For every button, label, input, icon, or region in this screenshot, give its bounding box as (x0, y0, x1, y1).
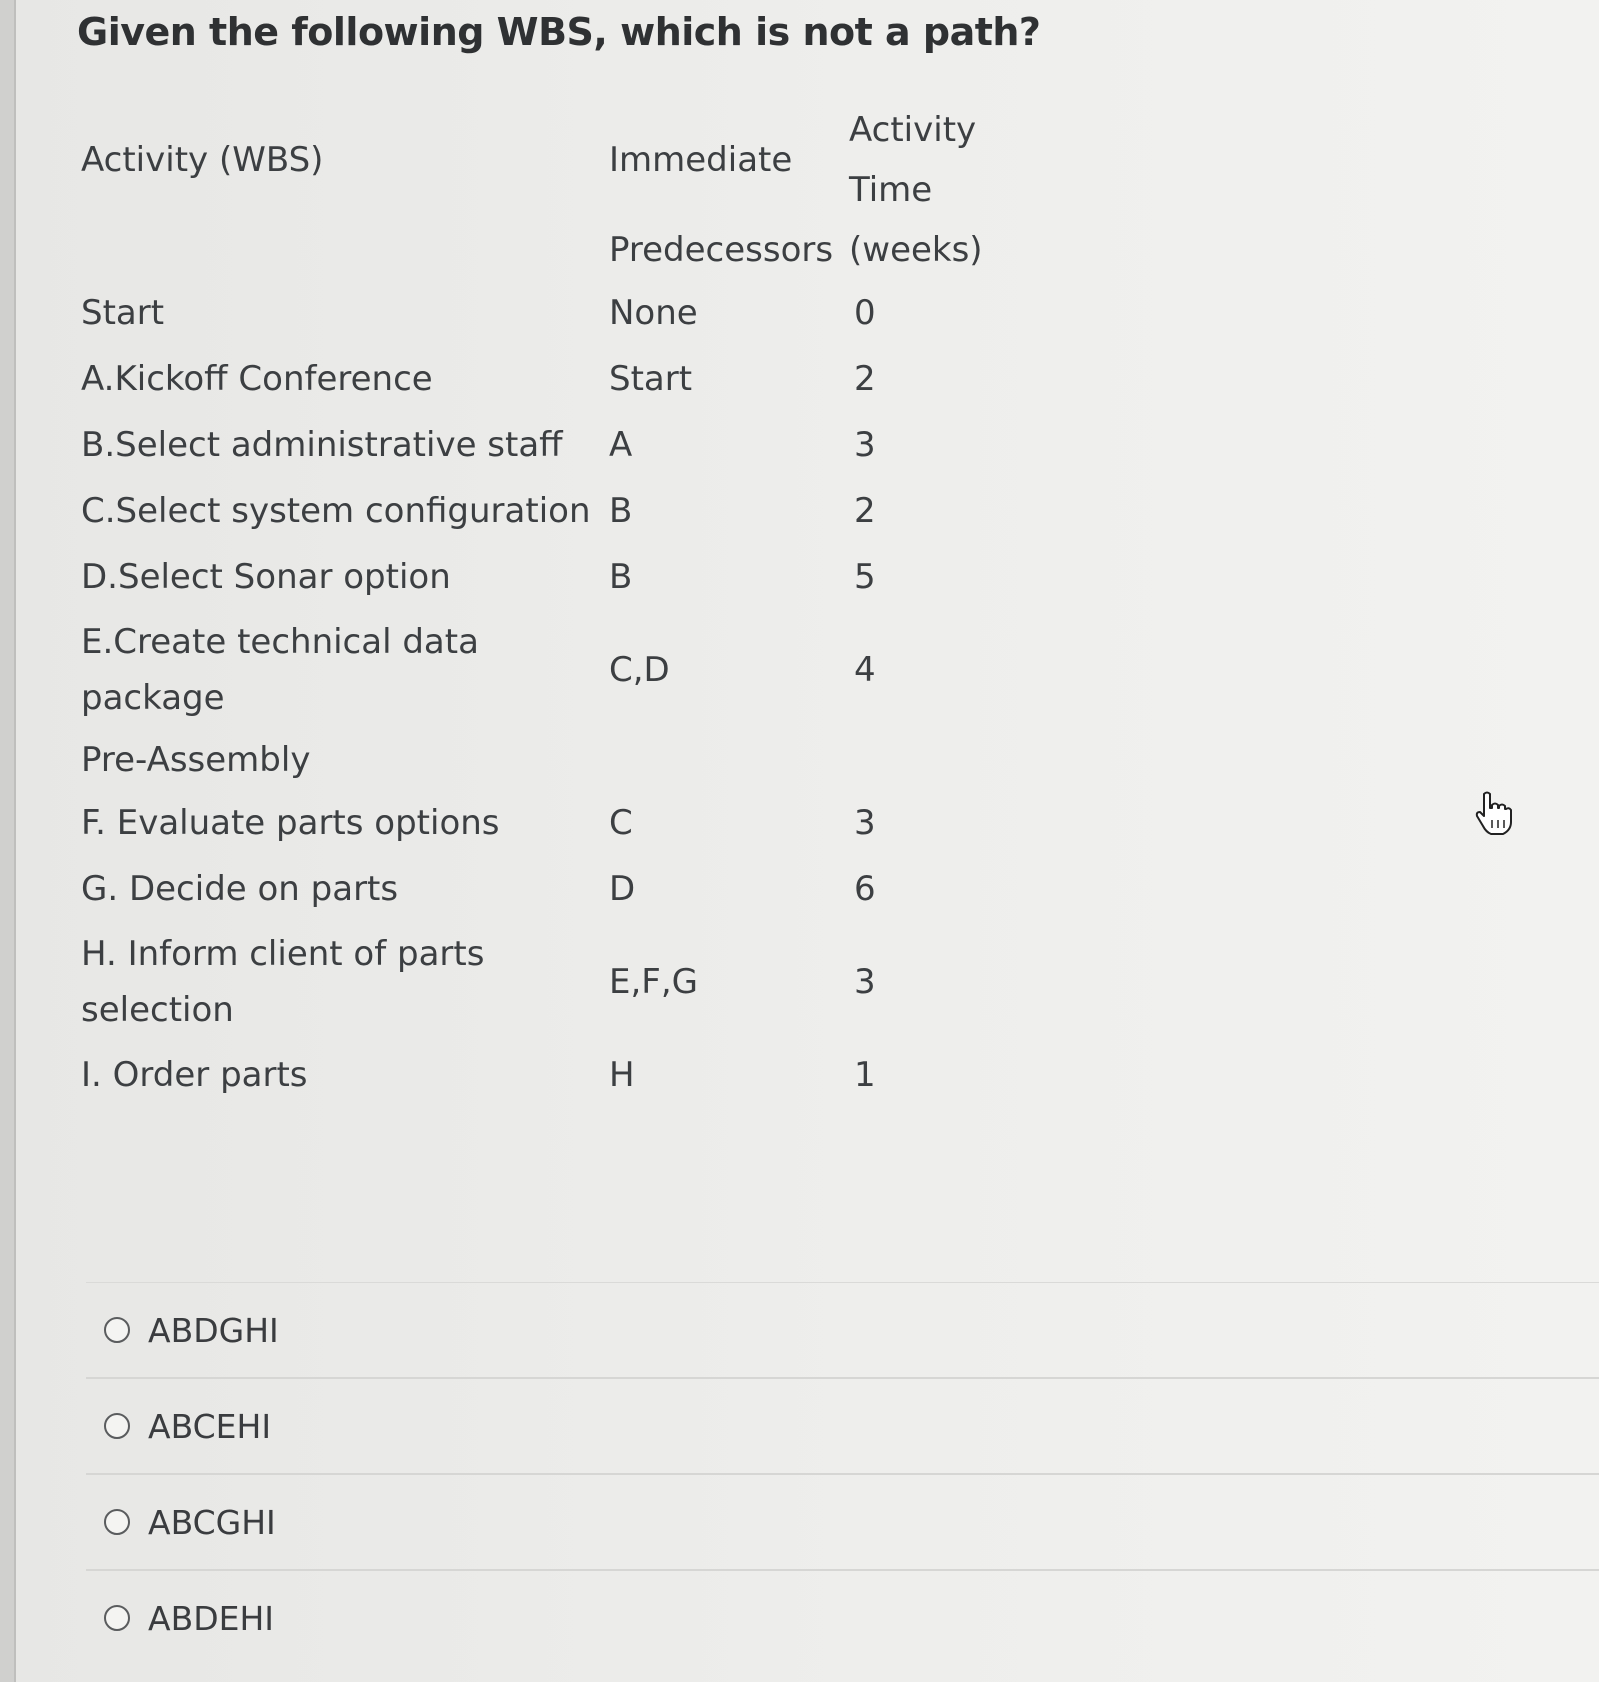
predecessor-cell: H (609, 1055, 635, 1095)
table-row (81, 544, 989, 610)
time-cell: 3 (854, 425, 876, 465)
table-header-row-3 (81, 220, 989, 280)
header-time-label: Time (849, 170, 933, 210)
activity-cell: G. Decide on parts (81, 869, 399, 909)
time-cell: 2 (854, 359, 876, 399)
header-activity-time-label: Activity (849, 110, 977, 150)
answer-label: ABCGHI (148, 1502, 276, 1542)
table-row (81, 280, 989, 346)
answer-option-2[interactable] (86, 1377, 1599, 1473)
time-cell: 2 (854, 491, 876, 531)
question-text: Given the following WBS, which is not a path? (77, 10, 1041, 54)
table-row (81, 922, 989, 1042)
activity-cell: Start (81, 293, 165, 333)
time-cell: 6 (854, 869, 876, 909)
question-card (16, 0, 1599, 1682)
activity-cell: B.Select administrative staff (81, 425, 563, 465)
table-row (81, 856, 989, 922)
header-immediate: Immediate (609, 140, 793, 180)
answer-label: ABDEHI (148, 1598, 275, 1638)
time-cell: 3 (854, 803, 876, 843)
hand-pointer-icon (1472, 790, 1512, 836)
radio-button-icon[interactable] (104, 1509, 130, 1535)
section-row-pre-assembly (81, 730, 989, 790)
table-row (81, 346, 989, 412)
radio-button-icon[interactable] (104, 1413, 130, 1439)
answer-label: ABDGHI (148, 1310, 279, 1350)
answer-option-4[interactable] (86, 1569, 1599, 1665)
activity-cell: I. Order parts (81, 1055, 308, 1095)
activity-cell: A.Kickoff Conference (81, 359, 433, 399)
time-cell: 3 (854, 962, 876, 1002)
activity-cell (81, 922, 609, 1042)
table-row (81, 610, 989, 730)
activity-cell: C.Select system configuration (81, 491, 591, 531)
predecessor-cell: None (609, 293, 698, 333)
activity-text: H. Inform client of parts selection (81, 934, 485, 1030)
section-heading: Pre-Assembly (81, 740, 311, 780)
predecessor-cell: Start (609, 359, 693, 399)
radio-button-icon[interactable] (104, 1317, 130, 1343)
activity-cell: D.Select Sonar option (81, 557, 451, 597)
activity-cell (81, 610, 609, 730)
wbs-table (81, 100, 989, 1108)
time-cell (849, 730, 989, 790)
table-header-row-1 (81, 100, 989, 160)
answer-options (86, 1282, 1599, 1665)
activity-cell: F. Evaluate parts options (81, 803, 500, 843)
activity-text: E.Create technical data package (81, 622, 479, 718)
predecessor-cell: B (609, 557, 633, 597)
predecessor-cell: C,D (609, 650, 670, 690)
predecessor-cell: D (609, 869, 636, 909)
header-activity: Activity (WBS) (81, 140, 324, 180)
predecessor-cell: A (609, 425, 633, 465)
time-cell: 4 (854, 650, 876, 690)
answer-label: ABCEHI (148, 1406, 272, 1446)
time-cell: 1 (854, 1055, 876, 1095)
table-row (81, 790, 989, 856)
predecessor-cell: E,F,G (609, 962, 699, 1002)
radio-button-icon[interactable] (104, 1605, 130, 1631)
table-row (81, 478, 989, 544)
header-weeks: (weeks) (849, 230, 983, 270)
predecessor-cell (609, 730, 849, 790)
answer-option-1[interactable] (86, 1282, 1599, 1377)
time-cell: 0 (854, 293, 876, 333)
predecessor-cell: C (609, 803, 633, 843)
table-row (81, 1042, 989, 1108)
predecessor-cell: B (609, 491, 633, 531)
header-spacer (81, 220, 609, 280)
time-cell: 5 (854, 557, 876, 597)
table-row (81, 412, 989, 478)
header-predecessors: Predecessors (609, 230, 834, 270)
left-edge-border (0, 0, 16, 1682)
answer-option-3[interactable] (86, 1473, 1599, 1569)
